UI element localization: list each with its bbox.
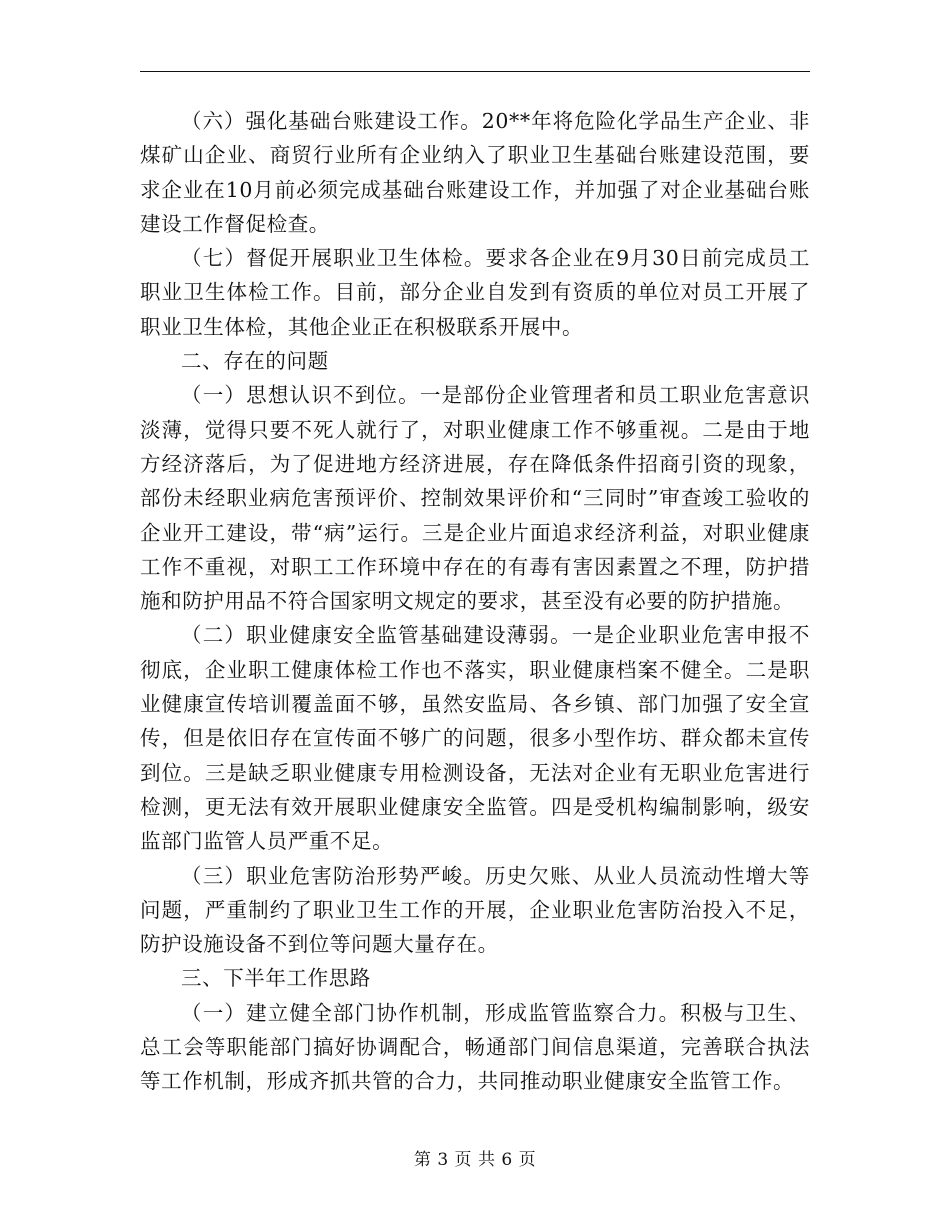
paragraph-problem-three: （三）职业危害防治形势严峻。历史欠账、从业人员流动性增大等问题，严重制约了职业卫生工作的开展，企业职业危害防治投入不足，防护设施设备不到位等问题大量存在。: [140, 863, 810, 957]
page-number-footer: 第 3 页 共 6 页: [413, 1150, 537, 1170]
paragraph-seven-health-check: （七）督促开展职业卫生体检。要求各企业在9月30日前完成员工职业卫生体检工作。目前，部分企业自发到有资质的单位对员工开展了职业卫生体检，其他企业正在积极联系开展中。: [140, 246, 810, 339]
paragraph-six-ledger: （六）强化基础台账建设工作。20**年将危险化学品生产企业、非煤矿山企业、商贸行业所有企业纳入了职业卫生基础台账建设范围，要求企业在10月前必须完成基础台账建设工作，并加强了对企业基础台账建设工作督促检查。: [140, 109, 810, 236]
document-body: [140, 104, 810, 1099]
paragraph-problem-two: （二）职业健康安全监管基础建设薄弱。一是企业职业危害申报不彻底，企业职工健康体检工作也不落实，职业健康档案不健全。二是职业健康宣传培训覆盖面不够，虽然安监局、各乡镇、部门加强了安全宣传，但是依旧存在宣传面不够广的问题，很多小型作坊、群众都未宣传到位。三是缺乏职业健康专用检测设备，无法对企业有无职业危害进行检测，更无法有效开展职业健康安全监管。四是受机构编制影响，级安监部门监管人员严重不足。: [140, 623, 810, 854]
paragraph-problem-one: （一）思想认识不到位。一是部份企业管理者和员工职业危害意识淡薄，觉得只要不死人就行了，对职业健康工作不够重视。二是由于地方经济落后，为了促进地方经济进展，存在降低条件招商引资的现象，部份未经职业病危害预评价、控制效果评价和“三同时”审查竣工验收的企业开工建设，带“病”运行。三是企业片面追求经济利益，对职业健康工作不重视，对职工工作环境中存在的有毒有害因素置之不理，防护措施和防护用品不符合国家明文规定的要求，甚至没有必要的防护措施。: [140, 383, 810, 614]
header-rule: [140, 71, 810, 72]
section-heading-problems: 二、存在的问题: [181, 349, 329, 374]
section-heading-plans: 三、下半年工作思路: [181, 966, 371, 991]
paragraph-plan-one: （一）建立健全部门协作机制，形成监管监察合力。积极与卫生、总工会等职能部门搞好协调配合，畅通部门间信息渠道，完善联合执法等工作机制，形成齐抓共管的合力，共同推动职业健康安全监管工作。: [140, 1000, 810, 1094]
